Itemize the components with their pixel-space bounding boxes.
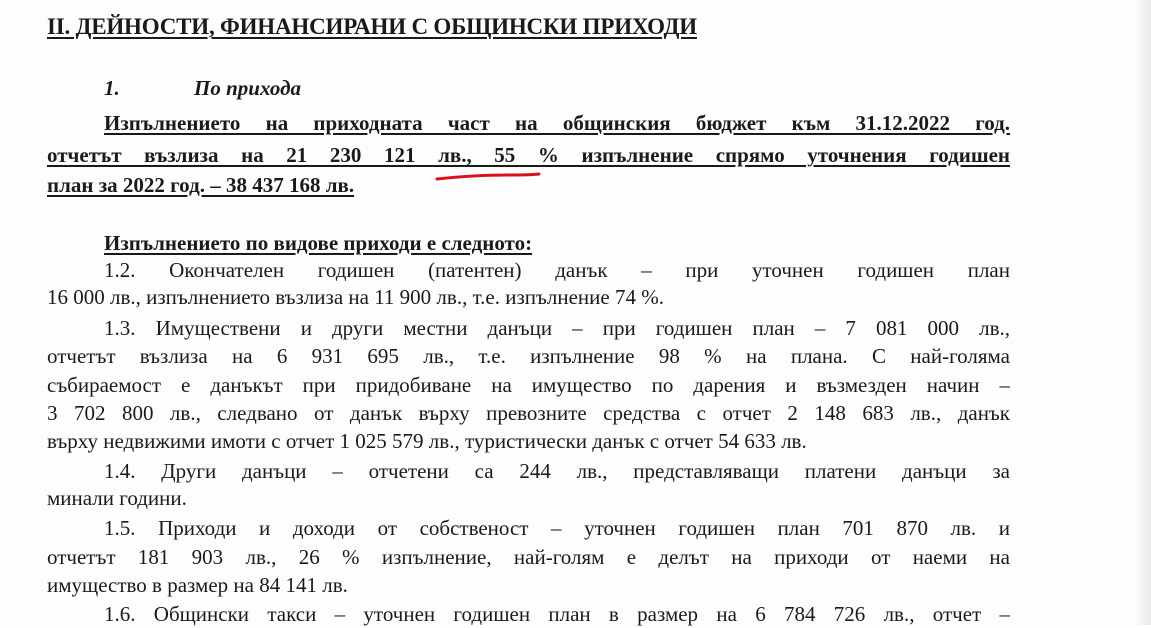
subsection-number: 1. xyxy=(104,76,120,100)
paragraph-line: 3 702 800 лв., следвано от данък върху превозните средства с отчет 2 148 683 лв., данък xyxy=(47,401,1010,425)
subsection-title xyxy=(104,76,301,101)
paragraph-line: 1.6. Общински такси – уточнен годишен план в размер на 6 784 726 лв., отчет – xyxy=(104,602,1010,626)
paragraph-line: събираемост е данъкът при придобиване на имущество по дарения и възмезден начин – xyxy=(47,373,1010,397)
paragraph-line: имущество в размер на 84 141 лв. xyxy=(47,573,348,597)
page-edge-shadow xyxy=(1133,0,1151,625)
paragraph-line: отчетът възлиза на 6 931 695 лв., т.е. изпълнение 98 % на плана. С най-голяма xyxy=(47,344,1010,368)
summary-line-1: Изпълнението на приходната част на общинския бюджет към 31.12.2022 год. xyxy=(104,111,1010,135)
paragraph-line: минали години. xyxy=(47,486,187,510)
paragraph-line: 1.4. Други данъци – отчетени са 244 лв., представляващи платени данъци за xyxy=(104,459,1010,483)
by-type-heading xyxy=(104,229,1010,257)
paragraph-line: отчетът 181 903 лв., 26 % изпълнение, най-голям е делът на приходи от наеми на xyxy=(47,545,1010,569)
summary-line-3-text: план за 2022 год. – 38 437 168 лв. xyxy=(47,173,355,197)
by-type-heading-text: Изпълнението по видове приходи е следното: xyxy=(104,231,533,255)
paragraph-line: 1.3. Имуществени и други местни данъци – при годишен план – 7 081 000 лв., xyxy=(104,316,1010,340)
paragraph-line: 1.5. Приходи и доходи от собственост – уточнен годишен план 701 870 лв. и xyxy=(104,516,1010,540)
section-heading: II. ДЕЙНОСТИ, ФИНАНСИРАНИ С ОБЩИНСКИ ПРИХОДИ xyxy=(47,14,697,39)
paragraph-line: 16 000 лв., изпълнението възлиза на 11 900 лв., т.е. изпълнение 74 %. xyxy=(47,285,664,309)
paragraph-line: 1.2. Окончателен годишен (патентен) данък – при уточнен годишен план xyxy=(104,258,1010,282)
summary-line-2: отчетът възлиза на 21 230 121 лв., 55 % изпълнение спрямо уточнения годишен xyxy=(47,143,1010,167)
subsection-title-text: По прихода xyxy=(194,76,302,100)
paragraph-line: върху недвижими имоти с отчет 1 025 579 лв., туристически данък с отчет 54 633 лв. xyxy=(47,429,807,453)
red-underline-annotation xyxy=(436,173,540,181)
